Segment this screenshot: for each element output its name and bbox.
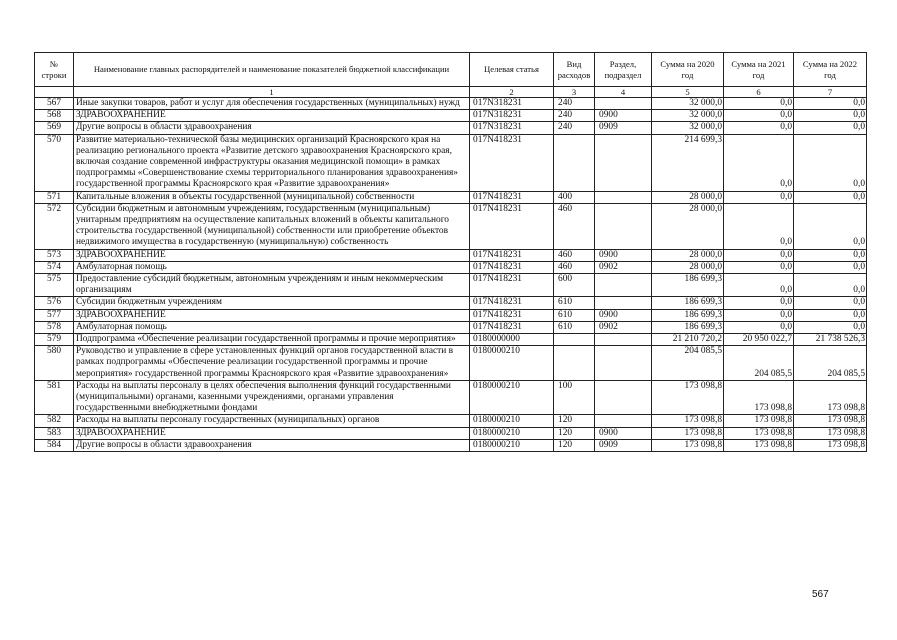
column-number: 2: [470, 87, 554, 98]
row-sum-2021: 173 098,8: [724, 415, 794, 427]
row-sum-2020: 32 000,0: [652, 98, 724, 110]
row-number: 571: [35, 191, 74, 203]
row-sum-2022: 0,0: [794, 321, 867, 333]
row-sum-2021: 173 098,8: [724, 427, 794, 439]
column-number: 1: [74, 87, 470, 98]
header-section: Раздел, подраздел: [595, 53, 652, 87]
row-target-article: 017N418231: [470, 261, 554, 273]
row-sum-2021: 0,0: [724, 261, 794, 273]
header-expense-type: Вид расходов: [554, 53, 595, 87]
row-number: 583: [35, 427, 74, 439]
column-number: 6: [724, 87, 794, 98]
row-sum-2022: 0,0: [794, 122, 867, 134]
column-number: 7: [794, 87, 867, 98]
row-section: [595, 191, 652, 203]
row-name: Подпрограмма «Обеспечение реализации государственной программы и прочие мероприятия»: [74, 334, 470, 346]
row-sum-2020: 186 699,3: [652, 274, 724, 297]
row-name: Другие вопросы в области здравоохранения: [74, 122, 470, 134]
row-section: [595, 334, 652, 346]
row-section: [595, 98, 652, 110]
row-target-article: 017N418231: [470, 274, 554, 297]
row-sum-2020: 28 000,0: [652, 261, 724, 273]
row-expense-type: 240: [554, 98, 595, 110]
row-number: 574: [35, 261, 74, 273]
row-sum-2022: 0,0: [794, 110, 867, 122]
column-number: 5: [652, 87, 724, 98]
row-number: 572: [35, 203, 74, 249]
row-number: 579: [35, 334, 74, 346]
row-expense-type: 610: [554, 297, 595, 309]
row-expense-type: [554, 346, 595, 381]
row-sum-2020: 173 098,8: [652, 380, 724, 415]
row-name: Расходы на выплаты персоналу государственных (муниципальных) органов: [74, 415, 470, 427]
row-target-article: 0180000210: [470, 427, 554, 439]
row-expense-type: 600: [554, 274, 595, 297]
row-sum-2022: 173 098,8: [794, 380, 867, 415]
row-sum-2021: 20 950 022,7: [724, 334, 794, 346]
row-number: 567: [35, 98, 74, 110]
table-row: [35, 321, 867, 333]
row-sum-2020: 173 098,8: [652, 415, 724, 427]
row-sum-2020: 186 699,3: [652, 321, 724, 333]
row-target-article: 017N318231: [470, 110, 554, 122]
row-section: 0902: [595, 261, 652, 273]
table-row: [35, 297, 867, 309]
row-sum-2021: 0,0: [724, 309, 794, 321]
row-sum-2021: 0,0: [724, 122, 794, 134]
row-name: Амбулаторная помощь: [74, 321, 470, 333]
row-name: ЗДРАВООХРАНЕНИЕ: [74, 249, 470, 261]
row-target-article: 0180000000: [470, 334, 554, 346]
row-section: [595, 346, 652, 381]
table-row: [35, 134, 867, 191]
row-sum-2020: 186 699,3: [652, 297, 724, 309]
row-sum-2022: 173 098,8: [794, 427, 867, 439]
row-name: ЗДРАВООХРАНЕНИЕ: [74, 427, 470, 439]
row-number: 568: [35, 110, 74, 122]
row-sum-2021: 0,0: [724, 110, 794, 122]
row-name: Иные закупки товаров, работ и услуг для обеспечения государственных (муниципальных) нужд: [74, 98, 470, 110]
table-body: [35, 98, 867, 452]
row-expense-type: 460: [554, 261, 595, 273]
row-target-article: 0180000210: [470, 415, 554, 427]
table-row: [35, 261, 867, 273]
row-section: [595, 297, 652, 309]
row-sum-2021: 0,0: [724, 321, 794, 333]
header-target-article: Целевая статья: [470, 53, 554, 87]
row-name: Развитие материально-технической базы медицинских организаций Красноярского края на реализацию регионального проекта «Развитие детского здравоохранения Красноярского края, включая создание современной инфраструктуры оказания медицинской помощи» в рамках подпрограммы «Совершенствование схемы территориального планирования здравоохранения» государственной программы Красноярского края «Развитие здравоохранения»: [74, 134, 470, 191]
header-sum-2022: Сумма на 2022 год: [794, 53, 867, 87]
row-sum-2020: 32 000,0: [652, 122, 724, 134]
row-target-article: 017N418231: [470, 297, 554, 309]
header-sum-2020: Сумма на 2020 год: [652, 53, 724, 87]
row-section: [595, 274, 652, 297]
row-sum-2020: 214 699,3: [652, 134, 724, 191]
header-name: Наименование главных распорядителей и наименование показателей бюджетной классификации: [74, 53, 470, 87]
row-number: 581: [35, 380, 74, 415]
row-sum-2022: 173 098,8: [794, 439, 867, 451]
row-target-article: 017N418231: [470, 309, 554, 321]
row-sum-2020: 32 000,0: [652, 110, 724, 122]
budget-document: [34, 52, 866, 452]
row-sum-2020: 28 000,0: [652, 191, 724, 203]
row-sum-2021: 0,0: [724, 203, 794, 249]
table-row: [35, 334, 867, 346]
table-row: [35, 439, 867, 451]
row-expense-type: 400: [554, 191, 595, 203]
row-expense-type: 100: [554, 380, 595, 415]
row-sum-2021: 204 085,5: [724, 346, 794, 381]
row-section: 0902: [595, 321, 652, 333]
table-row: [35, 122, 867, 134]
row-expense-type: 120: [554, 439, 595, 451]
row-sum-2022: 0,0: [794, 191, 867, 203]
row-number: 584: [35, 439, 74, 451]
row-sum-2022: 0,0: [794, 203, 867, 249]
header-sum-2021: Сумма на 2021 год: [724, 53, 794, 87]
row-name: Амбулаторная помощь: [74, 261, 470, 273]
row-name: Субсидии бюджетным учреждениям: [74, 297, 470, 309]
row-expense-type: 460: [554, 203, 595, 249]
row-target-article: 0180000210: [470, 380, 554, 415]
row-sum-2022: 173 098,8: [794, 415, 867, 427]
row-sum-2022: 21 738 526,3: [794, 334, 867, 346]
row-name: Руководство и управление в сфере установленных функций органов государственной власти в рамках подпрограммы «Обеспечение реализации государственной программы и прочие мероприятия» государственной программы Красноярского края «Развитие здравоохранения»: [74, 346, 470, 381]
row-name: Капитальные вложения в объекты государственной (муниципальной) собственности: [74, 191, 470, 203]
row-number: 580: [35, 346, 74, 381]
table-row: [35, 203, 867, 249]
row-sum-2020: 28 000,0: [652, 203, 724, 249]
row-sum-2021: 173 098,8: [724, 380, 794, 415]
row-sum-2021: 173 098,8: [724, 439, 794, 451]
row-section: [595, 134, 652, 191]
row-sum-2021: 0,0: [724, 98, 794, 110]
row-target-article: 017N418231: [470, 191, 554, 203]
row-expense-type: 610: [554, 321, 595, 333]
row-target-article: 017N418231: [470, 203, 554, 249]
row-sum-2022: 0,0: [794, 274, 867, 297]
row-number: 569: [35, 122, 74, 134]
page-number: 567: [812, 589, 829, 600]
row-expense-type: 240: [554, 122, 595, 134]
row-number: 578: [35, 321, 74, 333]
row-name: Субсидии бюджетным и автономным учреждениям, государственным (муниципальным) унитарным предприятиям на осуществление капитальных вложений в объекты капитального строительства государственной (муниципальной) собственности или приобретение объектов недвижимого имущества в государственную (муниципальную) собственность: [74, 203, 470, 249]
row-section: 0900: [595, 427, 652, 439]
table-row: [35, 191, 867, 203]
table-row: [35, 274, 867, 297]
row-target-article: 017N418231: [470, 249, 554, 261]
row-expense-type: 240: [554, 110, 595, 122]
row-section: 0900: [595, 249, 652, 261]
row-name: ЗДРАВООХРАНЕНИЕ: [74, 110, 470, 122]
table-header: [35, 53, 867, 98]
row-target-article: 017N318231: [470, 98, 554, 110]
row-sum-2020: 21 210 720,2: [652, 334, 724, 346]
row-number: 570: [35, 134, 74, 191]
row-expense-type: [554, 134, 595, 191]
row-section: [595, 380, 652, 415]
table-row: [35, 346, 867, 381]
row-sum-2021: 0,0: [724, 274, 794, 297]
table-row: [35, 98, 867, 110]
row-name: ЗДРАВООХРАНЕНИЕ: [74, 309, 470, 321]
row-number: 577: [35, 309, 74, 321]
table-row: [35, 249, 867, 261]
row-expense-type: 120: [554, 427, 595, 439]
row-sum-2020: 28 000,0: [652, 249, 724, 261]
row-target-article: 0180000210: [470, 346, 554, 381]
row-target-article: 017N418231: [470, 321, 554, 333]
row-sum-2020: 204 085,5: [652, 346, 724, 381]
row-number: 573: [35, 249, 74, 261]
header-row-number: № строки: [35, 53, 74, 87]
row-number: 576: [35, 297, 74, 309]
row-sum-2022: 0,0: [794, 249, 867, 261]
row-number: 582: [35, 415, 74, 427]
row-sum-2022: 204 085,5: [794, 346, 867, 381]
row-sum-2022: 0,0: [794, 309, 867, 321]
row-section: 0900: [595, 309, 652, 321]
row-sum-2021: 0,0: [724, 134, 794, 191]
row-name: Расходы на выплаты персоналу в целях обеспечения выполнения функций государственными (муниципальными) органами, казенными учреждениями, органами управления государственными внебюджетными фондами: [74, 380, 470, 415]
table-row: [35, 110, 867, 122]
row-target-article: 0180000210: [470, 439, 554, 451]
row-sum-2020: 173 098,8: [652, 439, 724, 451]
row-sum-2022: 0,0: [794, 261, 867, 273]
row-section: 0909: [595, 122, 652, 134]
table-row: [35, 309, 867, 321]
row-section: 0900: [595, 110, 652, 122]
row-sum-2021: 0,0: [724, 297, 794, 309]
row-number: 575: [35, 274, 74, 297]
table-row: [35, 380, 867, 415]
column-number: 4: [595, 87, 652, 98]
row-sum-2020: 173 098,8: [652, 427, 724, 439]
budget-table: [34, 52, 867, 452]
row-target-article: 017N418231: [470, 134, 554, 191]
column-number: 3: [554, 87, 595, 98]
table-row: [35, 415, 867, 427]
row-section: [595, 415, 652, 427]
column-number: [35, 87, 74, 98]
row-sum-2020: 186 699,3: [652, 309, 724, 321]
row-expense-type: 610: [554, 309, 595, 321]
row-expense-type: 120: [554, 415, 595, 427]
row-section: [595, 203, 652, 249]
row-sum-2021: 0,0: [724, 191, 794, 203]
row-section: 0909: [595, 439, 652, 451]
row-expense-type: [554, 334, 595, 346]
row-name: Предоставление субсидий бюджетным, автономным учреждениям и иным некоммерческим организациям: [74, 274, 470, 297]
row-sum-2022: 0,0: [794, 98, 867, 110]
row-sum-2022: 0,0: [794, 297, 867, 309]
row-sum-2021: 0,0: [724, 249, 794, 261]
row-expense-type: 460: [554, 249, 595, 261]
row-target-article: 017N318231: [470, 122, 554, 134]
table-row: [35, 427, 867, 439]
row-name: Другие вопросы в области здравоохранения: [74, 439, 470, 451]
row-sum-2022: 0,0: [794, 134, 867, 191]
